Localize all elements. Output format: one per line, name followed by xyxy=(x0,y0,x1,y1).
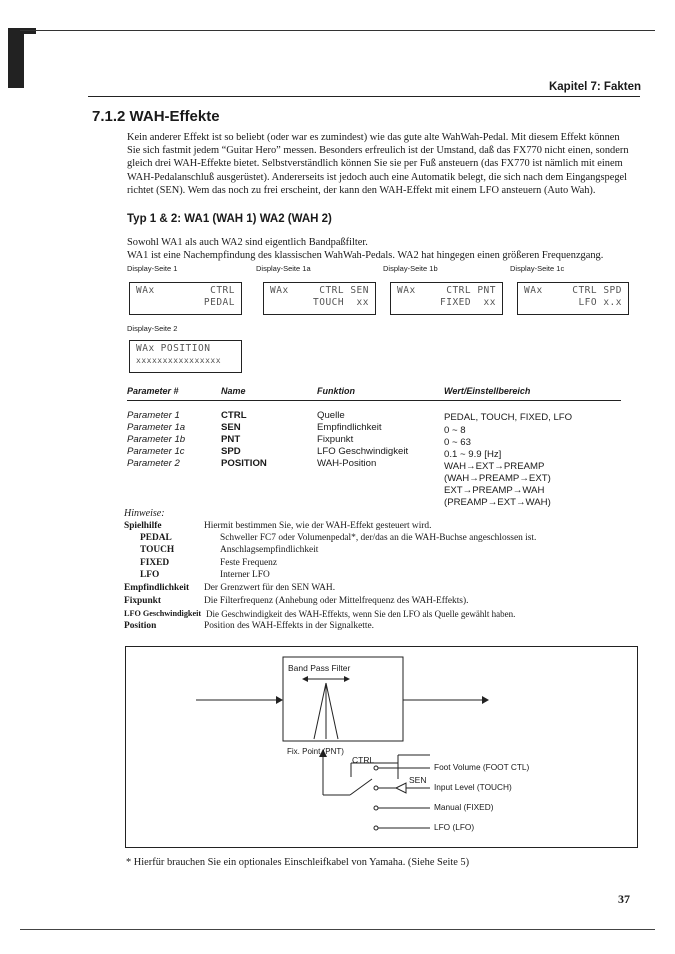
table-cell: WAH→EXT→PREAMP xyxy=(444,461,545,472)
lcd-text: POSITION xyxy=(160,343,211,354)
intro-paragraph xyxy=(127,131,641,197)
hint-desc: Feste Frequenz xyxy=(220,558,278,568)
lcd-display-1a xyxy=(263,282,376,315)
hint-term: PEDAL xyxy=(140,533,172,543)
page-number: 37 xyxy=(618,892,630,906)
subsection-paragraph xyxy=(127,236,641,262)
table-cell: Parameter 1a xyxy=(127,422,186,433)
display-label-2: Display-Seite 2 xyxy=(127,324,178,333)
intro-line: gleich drei WAH-Effekte bietet. Selbstverständlich können Sie sie per Fuß ansteuern (das FX770 ist nämlich mit einem xyxy=(127,158,623,170)
hint-desc: Hiermit bestimmen Sie, wie der WAH-Effekt gesteuert wird. xyxy=(204,521,432,531)
table-header-rule xyxy=(127,400,621,401)
intro-line: Kein anderer Effekt ist so beliebt (oder war es zumindest) wie das gute alte WahWah-Pedal. Mit diesem Effekt können xyxy=(127,132,620,143)
hint-desc: Position des WAH-Effekts in der Signalkette. xyxy=(204,621,374,631)
table-cell: Empfindlichkeit xyxy=(317,422,382,433)
intro-line: WAH-Pedalanschluß ausgerüstet). Andererseits ist jedoch auch eine Automatik belegt, die sich nach dem Eingangspegel xyxy=(127,171,628,183)
table-cell: 0.1 ~ 9.9 [Hz] xyxy=(444,449,502,460)
switch-contact xyxy=(374,766,378,770)
table-cell: 0 ~ 63 xyxy=(444,437,471,448)
input-arrow-icon xyxy=(276,696,283,704)
source-label: LFO (LFO) xyxy=(434,822,475,832)
lcd-text: CTRL PNT xyxy=(446,285,496,296)
hint-desc: Der Grenzwert für den SEN WAH. xyxy=(204,583,336,593)
table-cell: Fixpunkt xyxy=(317,434,354,445)
lcd-display-2 xyxy=(129,340,242,373)
hint-term: LFO Geschwindigkeit xyxy=(124,609,202,618)
hint-term: LFO xyxy=(140,570,160,580)
hint-term: Fixpunkt xyxy=(124,596,161,606)
source-label: Foot Volume (FOOT CTL) xyxy=(434,762,530,772)
crop-mark-top xyxy=(8,28,36,34)
section-title: 7.1.2 WAH-Effekte xyxy=(92,108,220,125)
table-cell: Parameter 1c xyxy=(127,446,185,457)
subsection-title: Typ 1 & 2: WA1 (WAH 1) WA2 (WAH 2) xyxy=(127,213,332,225)
intro-line: Sie sich fastmit jedem “Guitar Hero” messen. Besonders erfreulich ist der Umstand, daß das FX770 nicht einen, sondern xyxy=(127,145,629,157)
display-label-1a: Display-Seite 1a xyxy=(256,264,311,273)
hint-term: Spielhilfe xyxy=(124,521,162,531)
table-cell: POSITION xyxy=(221,458,267,469)
switch-contact xyxy=(374,806,378,810)
bottom-rule xyxy=(20,929,655,930)
display-label-1b: Display-Seite 1b xyxy=(383,264,438,273)
chapter-header: Kapitel 7: Fakten xyxy=(548,81,641,93)
hint-term: Empfindlichkeit xyxy=(124,583,190,593)
hint-desc: Anschlagsempfindlichkeit xyxy=(220,545,319,555)
header-rule xyxy=(88,96,640,97)
footnote: * Hierfür brauchen Sie ein optionales Einschleifkabel von Yamaha. (Siehe Seite 5) xyxy=(126,857,470,868)
table-cell: Parameter 1 xyxy=(127,410,180,421)
table-cell: 0 ~ 8 xyxy=(444,425,466,436)
hint-desc: Interner LFO xyxy=(220,570,270,580)
switch-lever xyxy=(350,779,372,795)
table-cell: SPD xyxy=(221,446,241,457)
table-header-function: Funktion xyxy=(317,386,355,396)
intro-line: richtet (SEN). Wem das noch zu frei erscheint, der kann den WAH-Effekt mit einem LFO ansteuern (Auto Wah). xyxy=(127,184,596,196)
hints-title: Hinweise: xyxy=(124,508,165,519)
sen-label: SEN xyxy=(409,775,427,785)
hint-desc: Die Geschwindigkeit des WAH-Effekts, wenn Sie den LFO als Quelle gewählt haben. xyxy=(206,609,516,619)
lcd-text: xxxxxxxxxxxxxxxx xyxy=(136,355,222,365)
lcd-text: CTRL xyxy=(210,285,235,296)
filter-label: Band Pass Filter xyxy=(288,663,351,673)
lcd-display-1 xyxy=(129,282,242,315)
table-cell: EXT→PREAMP→WAH xyxy=(444,485,545,496)
table-cell: (WAH→PREAMP→EXT) xyxy=(444,473,551,484)
table-cell: PNT xyxy=(221,434,241,445)
table-cell: CTRL xyxy=(221,410,247,421)
switch-contact xyxy=(374,786,378,790)
lcd-text: CTRL SPD xyxy=(572,285,622,296)
table-cell: (PREAMP→EXT→WAH) xyxy=(444,497,551,508)
source-label: Manual (FIXED) xyxy=(434,802,494,812)
lcd-display-1b xyxy=(390,282,503,315)
lcd-display-1c xyxy=(517,282,629,315)
crop-mark xyxy=(8,28,24,88)
switch-contact xyxy=(374,826,378,830)
display-label-1: Display-Seite 1 xyxy=(127,264,178,273)
subsection-line: WA1 ist eine Nachempfindung des klassischen WahWah-Pedals. WA2 hat hingegen einen größeren Frequenzgang. xyxy=(127,250,604,262)
table-cell: PEDAL, TOUCH, FIXED, LFO xyxy=(444,412,573,423)
diagram-svg xyxy=(126,647,637,847)
table-header-range: Wert/Einstellbereich xyxy=(444,386,531,396)
lcd-text: WAx xyxy=(397,285,416,296)
source-label: Input Level (TOUCH) xyxy=(434,782,512,792)
table-cell: WAH-Position xyxy=(317,458,377,469)
lcd-text: LFO x.x xyxy=(578,296,622,308)
hint-term: TOUCH xyxy=(140,545,175,555)
fix-point-label: Fix. Point (PNT) xyxy=(287,747,344,756)
top-rule xyxy=(20,30,655,31)
lcd-text: FIXED xx xyxy=(440,296,496,308)
subsection-line: Sowohl WA1 als auch WA2 sind eigentlich Bandpaßfilter. xyxy=(127,237,368,248)
table-header-parameter: Parameter # xyxy=(127,386,179,396)
table-header-name: Name xyxy=(221,386,246,396)
hint-term: Position xyxy=(124,621,157,631)
lcd-text: WAx xyxy=(270,285,289,296)
lcd-text: WAx xyxy=(136,285,155,296)
table-cell: Parameter 2 xyxy=(127,458,180,469)
sen-amp-icon xyxy=(396,783,406,793)
hint-term: FIXED xyxy=(140,558,170,568)
table-cell: LFO Geschwindigkeit xyxy=(317,446,409,457)
table-cell: SEN xyxy=(221,422,241,433)
display-label-1c: Display-Seite 1c xyxy=(510,264,565,273)
lcd-text: WAx xyxy=(136,343,155,354)
ctrl-label: CTRL xyxy=(352,755,375,765)
table-cell: Quelle xyxy=(317,410,345,421)
signal-diagram xyxy=(125,646,638,848)
output-arrow-icon xyxy=(482,696,489,704)
lcd-text: WAx xyxy=(524,285,543,296)
lcd-text: PEDAL xyxy=(203,296,235,308)
lcd-text: TOUCH xx xyxy=(313,296,369,308)
lcd-text: CTRL SEN xyxy=(319,285,369,296)
table-cell: Parameter 1b xyxy=(127,434,186,445)
hint-desc: Schweller FC7 oder Volumenpedal*, der/das an die WAH-Buchse angeschlossen ist. xyxy=(220,533,537,543)
hint-desc: Die Filterfrequenz (Anhebung oder Mittelfrequenz des WAH-Effekts). xyxy=(204,596,469,606)
